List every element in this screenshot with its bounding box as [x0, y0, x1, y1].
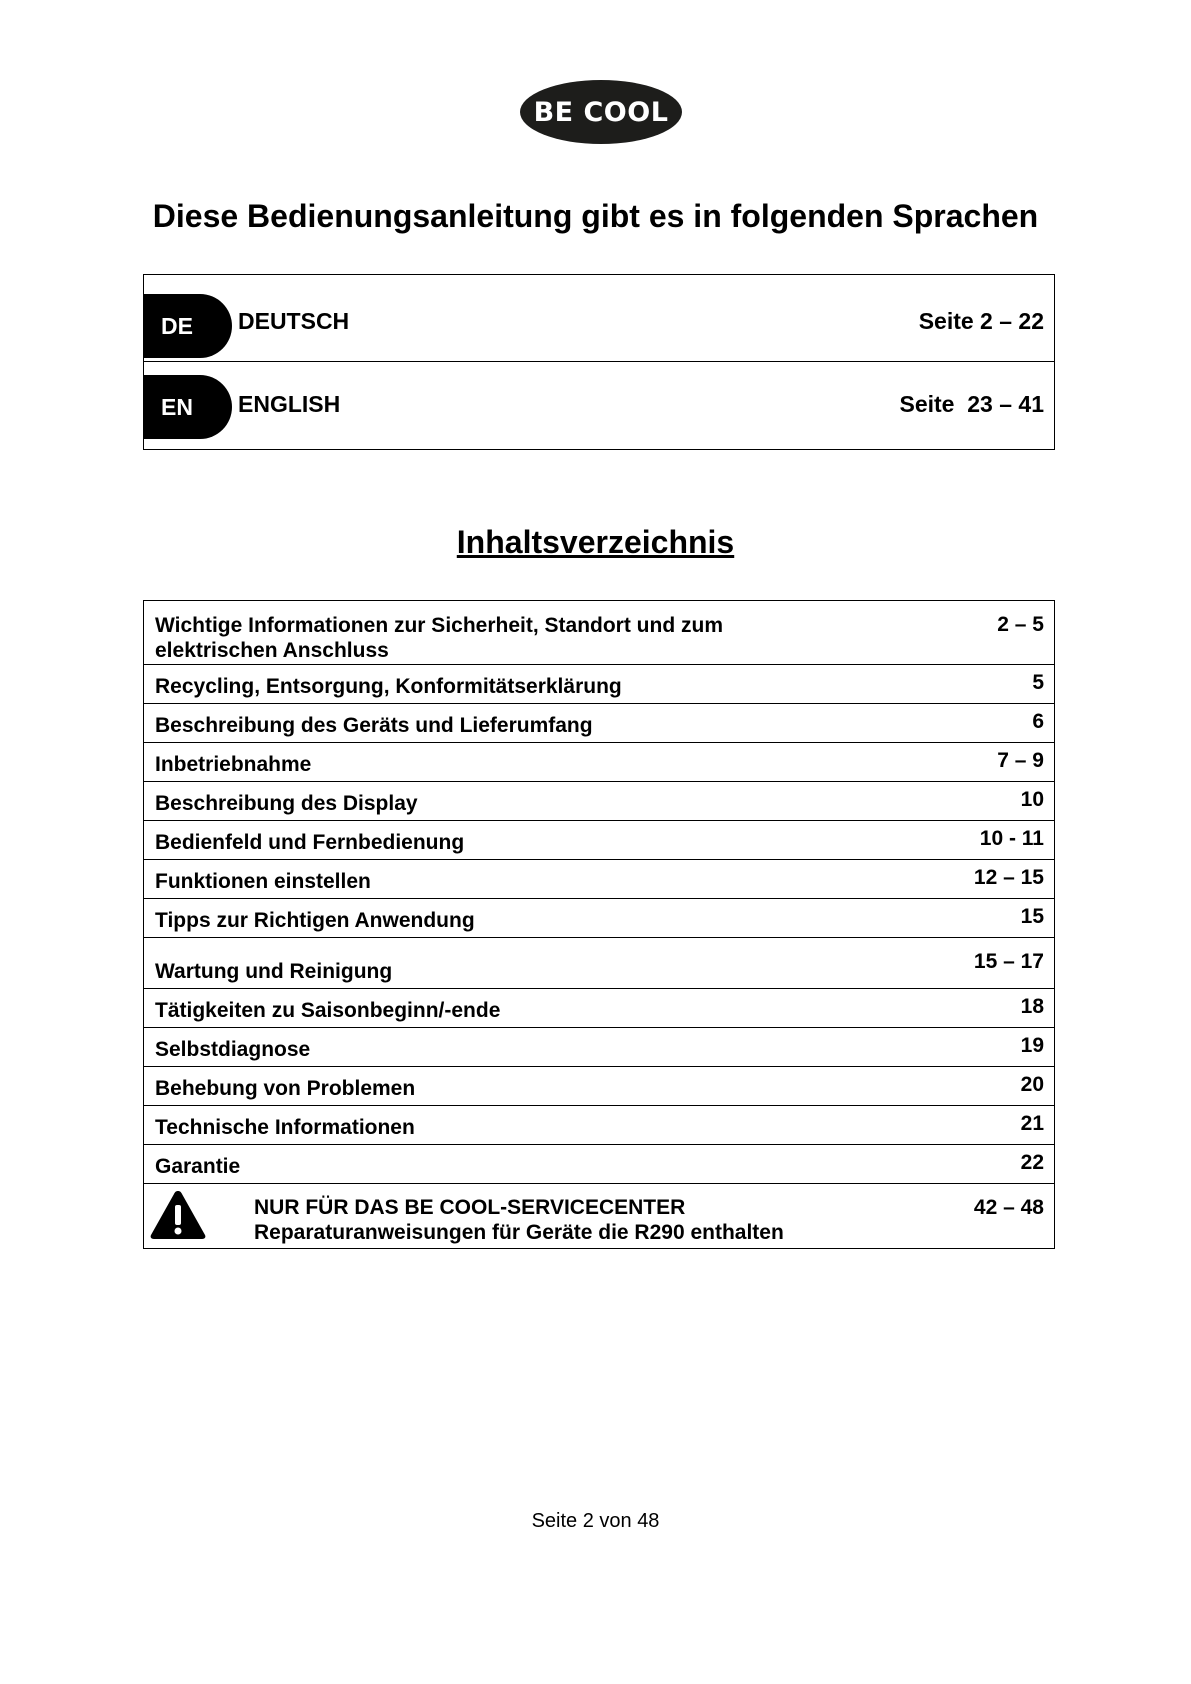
toc-entry-title: Bedienfeld und Fernbedienung	[155, 831, 465, 854]
toc-entry-title-line1: Wichtige Informationen zur Sicherheit, Standort und zum	[155, 614, 723, 637]
toc-entry-title: Wartung und Reinigung	[155, 960, 393, 983]
toc-entry-pages: 6	[1032, 710, 1044, 733]
language-name: ENGLISH	[238, 391, 341, 417]
language-code-badge: DE	[144, 294, 232, 358]
toc-entry-pages: 7 – 9	[997, 749, 1044, 772]
toc-entry-pages: 10 - 11	[979, 827, 1044, 850]
brand-logo	[520, 80, 682, 144]
toc-entry-title: Behebung von Problemen	[155, 1077, 416, 1100]
toc-row	[144, 1067, 1054, 1106]
languages-table	[143, 274, 1055, 450]
toc-entry-title: Funktionen einstellen	[155, 870, 371, 893]
toc-row	[144, 1106, 1054, 1145]
toc-entry-pages: 10	[1020, 788, 1044, 811]
toc-row	[144, 743, 1054, 782]
toc-entry-pages: 22	[1020, 1151, 1044, 1174]
toc-entry-title: Beschreibung des Geräts und Lieferumfang	[155, 714, 593, 737]
language-pages: Seite 2 – 22	[918, 308, 1044, 334]
toc-entry-pages: 18	[1020, 995, 1044, 1018]
toc-row	[144, 860, 1054, 899]
toc-entry-pages: 19	[1020, 1034, 1044, 1057]
language-pages: Seite 23 – 41	[899, 391, 1044, 417]
toc-row	[144, 601, 1054, 665]
toc-entry-pages: 2 – 5	[997, 613, 1044, 636]
language-row-de	[144, 275, 1054, 361]
toc-entry-title: Tätigkeiten zu Saisonbeginn/-ende	[155, 999, 501, 1022]
toc-row	[144, 938, 1054, 989]
toc-row	[144, 704, 1054, 743]
toc-entry-title: Tipps zur Richtigen Anwendung	[155, 909, 475, 932]
toc-entry-pages: 20	[1020, 1073, 1044, 1096]
service-center-title-line2: Reparaturanweisungen für Geräte die R290 enthalten	[254, 1221, 784, 1244]
toc-entry-title: Inbetriebnahme	[155, 753, 312, 776]
toc-table	[143, 600, 1055, 1249]
toc-entry-pages: 15 – 17	[973, 950, 1044, 973]
toc-entry-pages: 5	[1032, 671, 1044, 694]
toc-row	[144, 1145, 1054, 1184]
toc-entry-title: Beschreibung des Display	[155, 792, 418, 815]
page-footer: Seite 2 von 48	[531, 1510, 660, 1532]
language-row-en	[144, 361, 1054, 450]
language-code-badge: EN	[144, 375, 232, 439]
toc-entry-title: Garantie	[155, 1155, 241, 1178]
languages-heading: Diese Bedienungsanleitung gibt es in folgenden Sprachen	[152, 198, 1039, 234]
service-center-row	[144, 1184, 1054, 1249]
toc-entry-title	[155, 613, 723, 663]
service-center-title-line1: NUR FÜR DAS BE COOL-SERVICECENTER	[254, 1196, 686, 1219]
toc-row	[144, 821, 1054, 860]
toc-row	[144, 665, 1054, 704]
language-name: DEUTSCH	[238, 308, 350, 334]
toc-entry-pages: 12 – 15	[973, 866, 1044, 889]
toc-row	[144, 782, 1054, 821]
toc-row	[144, 1028, 1054, 1067]
service-center-title	[254, 1195, 784, 1245]
brand-logo-text: BE COOL	[533, 96, 669, 128]
toc-heading: Inhaltsverzeichnis	[456, 524, 735, 560]
toc-row	[144, 989, 1054, 1028]
toc-entry-title: Recycling, Entsorgung, Konformitätserklärung	[155, 675, 622, 698]
toc-entry-title: Technische Informationen	[155, 1116, 415, 1139]
service-center-pages: 42 – 48	[973, 1196, 1044, 1219]
toc-entry-pages: 21	[1020, 1112, 1044, 1135]
toc-entry-title: Selbstdiagnose	[155, 1038, 311, 1061]
toc-entry-pages: 15	[1020, 905, 1044, 928]
toc-row	[144, 899, 1054, 938]
toc-entry-title-line2: elektrischen Anschluss	[155, 639, 389, 662]
warning-icon	[149, 1189, 207, 1241]
